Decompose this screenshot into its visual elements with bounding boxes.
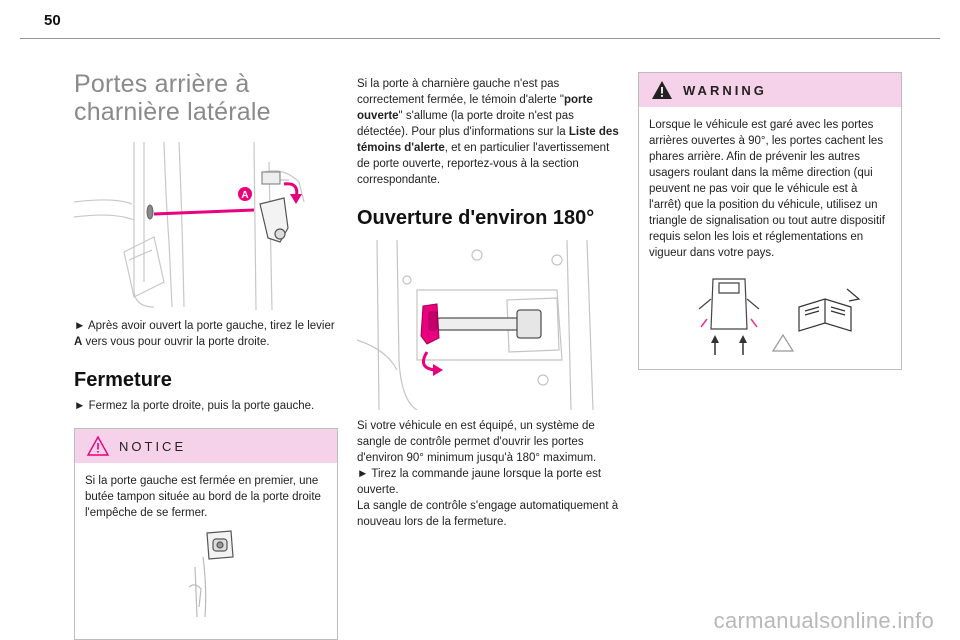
warning-header [639, 73, 901, 107]
strap-paragraph-3: La sangle de contrôle s'engage automatiquement à nouveau lors de la fermeture. [357, 500, 619, 528]
lever-text-b: vers vous pour ouvrir la porte droite. [82, 336, 270, 348]
caution-triangle-icon [87, 436, 109, 456]
control-strap-figure [357, 240, 621, 410]
notice-body [75, 463, 337, 627]
intro-text-c: , et en particulier l'avertissement de porte ouverte, reportez-vous à la section correspondante. [357, 142, 610, 186]
strap-paragraph-2: ► Tirez la commande jaune lorsque la porte est ouverte. [357, 468, 602, 496]
control-strap-illustration [357, 240, 621, 410]
page-title: Portes arrière à charnière latérale [74, 70, 271, 126]
warning-triangle-icon [651, 80, 673, 100]
intro-text-b: " s'allume (la porte droite n'est pas détectée). Pour plus d'informations sur la [357, 110, 574, 138]
warning-title: WARNING [683, 82, 767, 98]
column-3 [638, 72, 902, 370]
lever-bold-a: A [74, 336, 83, 348]
column-1 [74, 70, 338, 640]
notice-box [74, 428, 338, 640]
strap-paragraph-1: Si votre véhicule en est équipé, un système de sangle de contrôle permet d'ouvrir les portes d'environ 90° minimum jusqu'à 180° maximum. [357, 420, 597, 464]
fermeture-text: ► Fermez la porte droite, puis la porte gauche. [74, 400, 315, 412]
watermark: carmanualsonline.info [713, 608, 934, 633]
column-2 [357, 76, 621, 530]
lever-instruction [74, 318, 338, 350]
notice-header [75, 429, 337, 463]
warning-body [639, 107, 901, 369]
notice-text: Si la porte gauche est fermée en premier, une butée tampon située au bord de la porte droite l'empêche de se fermer. [85, 475, 321, 519]
bullet-arrow: ► [74, 320, 86, 332]
warning-text: Lorsque le véhicule est garé avec les portes arrières ouvertes à 90°, les portes cachent les phares arrière. Afin de prévenir les autres usagers roulant dans la même direction (qui peuvent ne pas voir que le véhicule est à l'arrêt) que la position du véhicule, utilisez un triangle de signalisation ou tout autre dispositif requis selon les lois et réglementations en vigueur dans votre pays. [649, 119, 885, 259]
door-lever-illustration [74, 142, 338, 310]
ouverture-heading: Ouverture d'environ 180° [357, 207, 595, 229]
header-rule [20, 38, 940, 39]
bumper-stop-illustration [85, 527, 325, 617]
lever-text-a: Après avoir ouvert la porte gauche, tirez le levier [85, 320, 335, 332]
intro-paragraph [357, 76, 621, 188]
parked-van-illustration [649, 269, 889, 359]
intro-bold-porte-ouverte: porte ouverte [357, 94, 593, 122]
page-number: 50 [44, 12, 61, 29]
callout-a-label: A [241, 190, 249, 201]
warning-box [638, 72, 902, 370]
rear-door-lever-figure [74, 142, 338, 310]
intro-text-a: Si la porte à charnière gauche n'est pas correctement fermée, le témoin d'alerte " [357, 78, 564, 106]
notice-title: NOTICE [119, 438, 187, 454]
fermeture-heading: Fermeture [74, 369, 172, 391]
intro-bold-liste: Liste des témoins d'alerte [357, 126, 619, 154]
